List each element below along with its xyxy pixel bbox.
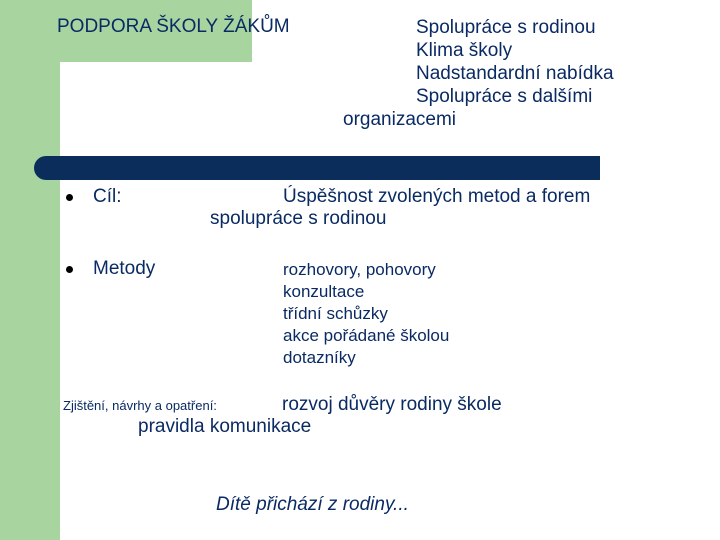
findings-label: Zjištění, návrhy a opatření: [63, 398, 217, 413]
methods-list [283, 259, 449, 369]
method-item: konzultace [283, 282, 365, 301]
method-item: třídní schůzky [283, 304, 388, 323]
divider-bar [34, 156, 600, 180]
method-item: rozhovory, pohovory [283, 260, 436, 279]
closing-quote: Dítě přichází z rodiny... [216, 494, 409, 515]
left-green-strip [0, 0, 60, 540]
goal-label: Cíl: [93, 186, 122, 207]
goal-text-line1: Úspěšnost zvolených metod a forem [283, 186, 591, 207]
findings-text-line1: rozvoj důvěry rodiny škole [282, 394, 502, 415]
topic-item: organizacemi [343, 109, 456, 130]
findings-text-line2: pravidla komunikace [138, 416, 312, 437]
methods-label: Metody [93, 258, 156, 279]
topic-list [343, 16, 683, 131]
bullet-dot-icon [66, 266, 73, 273]
topic-item: Spolupráce s dalšími [416, 86, 593, 107]
topic-item: Klima školy [416, 40, 513, 61]
goal-text-line2: spolupráce s rodinou [210, 208, 387, 229]
method-item: akce pořádané školou [283, 326, 450, 345]
bullet-dot-icon [66, 194, 73, 201]
page-title: PODPORA ŠKOLY ŽÁKŮM [57, 16, 290, 37]
method-item: dotazníky [283, 348, 356, 367]
topic-item: Nadstandardní nabídka [416, 63, 614, 84]
topic-item: Spolupráce s rodinou [416, 17, 596, 38]
